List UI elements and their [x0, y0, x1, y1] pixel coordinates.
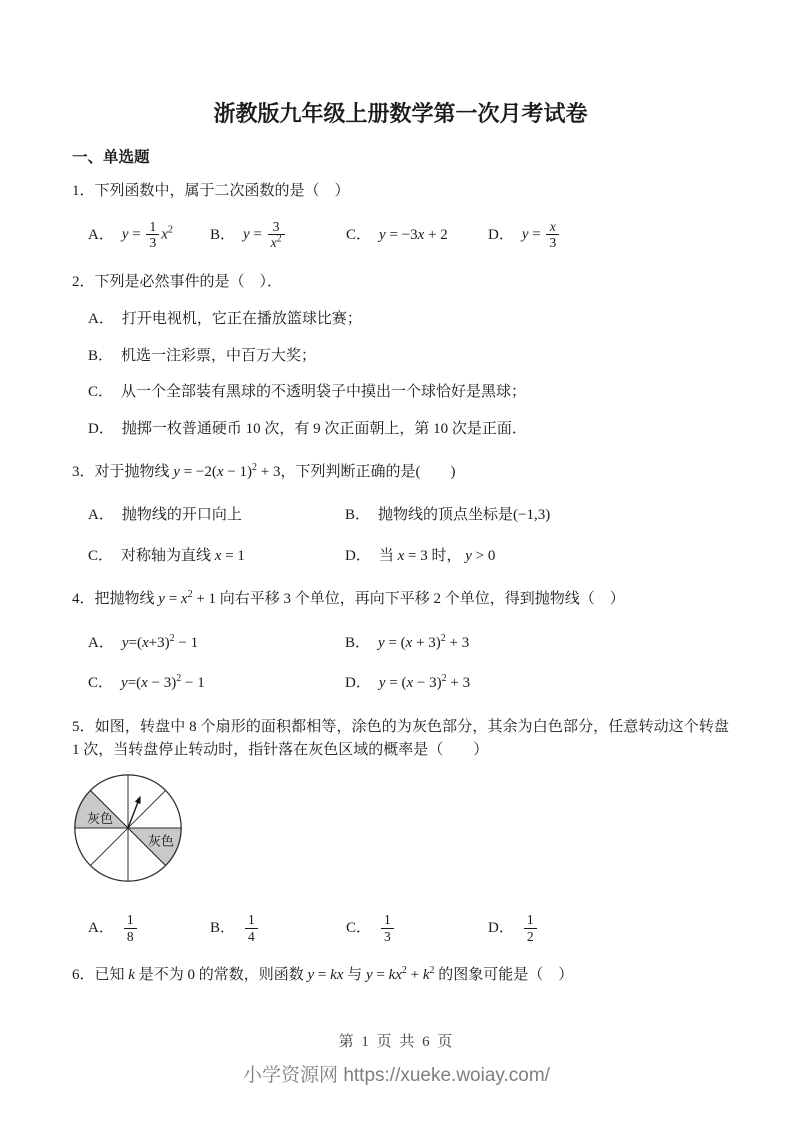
option-text: 抛物线的顶点坐标是(−1,3)	[378, 507, 551, 524]
option-text: 抛物线的开口向上	[121, 507, 242, 524]
question-3-options	[88, 504, 729, 567]
option-a	[88, 219, 210, 251]
option-label: A．	[88, 311, 114, 327]
option-math: $y = (x - 3)^2 + 3$	[378, 673, 471, 691]
question-2-options	[88, 308, 729, 440]
question-2-stem: 2．下列是必然事件的是（ ）．	[72, 273, 283, 290]
option-label: C．	[88, 675, 114, 691]
question-6-stem: 6．已知 k 是不为 0 的常数，则函数 y = kx 与 $y = kx^2 + k^2$ 的图象可能是（ ）	[72, 965, 574, 983]
option-a	[88, 632, 345, 655]
option-math: $\frac{1}{3}$	[379, 912, 396, 944]
option-text: 打开电视机，它正在播放篮球比赛；	[121, 311, 362, 327]
option-text: 抛掷一枚普通硬币 10 次，有 9 次正面朝上，第 10 次是正面．	[121, 420, 527, 437]
question-5-options	[88, 905, 729, 951]
question-4-options	[88, 632, 729, 695]
option-a	[88, 504, 345, 527]
option-a	[88, 308, 729, 331]
option-math: $y=(x - 3)^2 - 1$	[121, 673, 205, 691]
option-label: C．	[88, 384, 114, 400]
option-b	[345, 504, 729, 527]
option-label: D．	[488, 226, 514, 243]
option-b	[210, 912, 346, 944]
option-c	[88, 381, 729, 404]
option-math: y = $\frac{1}{3}$ $x^2$	[121, 218, 173, 251]
option-math: $\frac{1}{2}$	[522, 912, 539, 944]
question-5	[72, 716, 729, 952]
option-d	[345, 672, 729, 695]
option-label: D．	[488, 919, 514, 936]
option-math: $y = (x + 3)^2 + 3$	[378, 632, 470, 651]
option-text: 机选一注彩票，中百万大奖；	[121, 347, 317, 364]
gray-sector-label-left: 灰色	[86, 811, 113, 827]
option-label: A．	[88, 634, 114, 651]
question-4-stem: 4．把抛物线 $y = x^2 + 1$ 向右平移 3 个单位，再向下平移 2 个单位，得到抛物线（ ）	[72, 589, 625, 608]
question-2	[72, 271, 729, 440]
page-number: 第 1 页 共 6 页	[338, 1034, 455, 1050]
option-text: 从一个全部装有黑球的不透明袋子中摸出一个球恰好是黑球；	[121, 384, 527, 400]
option-math: y = $\frac{x}{3}$	[522, 219, 561, 251]
option-b	[345, 632, 729, 655]
option-label: A．	[88, 507, 114, 524]
spinner-arrow	[128, 803, 138, 828]
question-5-figure	[70, 770, 729, 891]
option-label: B．	[88, 347, 114, 364]
option-math: y = $\frac{3}{x^2}$	[243, 219, 287, 251]
option-text: 对称轴为直线 x = 1	[121, 547, 245, 564]
gray-sector-label-right: 灰色	[147, 833, 174, 849]
option-label: A．	[88, 919, 114, 936]
option-c	[346, 224, 488, 247]
option-label: C．	[346, 919, 372, 936]
option-c	[88, 672, 345, 695]
option-a	[88, 912, 210, 944]
question-6	[72, 964, 729, 987]
option-math: $\frac{1}{8}$	[122, 912, 139, 944]
option-label: B．	[210, 919, 236, 936]
option-label: C．	[346, 226, 372, 243]
question-1-stem: 1．下列函数中，属于二次函数的是（ ）	[72, 182, 350, 199]
option-label: B．	[345, 507, 371, 524]
question-3-stem: 3．对于抛物线 $y = -2(x - 1)^2 + 3$，下列判断正确的是( )	[72, 462, 456, 480]
option-math: y = −3x + 2	[379, 226, 448, 243]
question-5-stem: 5．如图，转盘中 8 个扇形的面积都相等，涂色的为灰色部分，其余为白色部分，任意转动这个转盘 1 次，当转盘停止转动时，指针落在灰色区域的概率是（ ）	[72, 718, 729, 758]
question-4	[72, 588, 729, 694]
question-3	[72, 461, 729, 567]
section-heading: 一、单选题	[72, 148, 150, 166]
option-b	[88, 345, 729, 368]
page-title: 浙教版九年级上册数学第一次月考试卷	[213, 101, 588, 126]
option-math: $y=(x+3)^2 - 1$	[121, 632, 199, 651]
option-d	[488, 219, 729, 251]
option-label: D．	[88, 420, 114, 437]
option-d	[345, 545, 729, 568]
site-watermark: 小学资源网 https://xueke.woiay.com/	[243, 1065, 550, 1086]
option-b	[210, 219, 346, 251]
question-1	[72, 180, 729, 258]
option-d	[88, 418, 729, 441]
option-label: D．	[345, 675, 371, 691]
spinner-arrowhead-icon	[135, 796, 141, 805]
option-c	[346, 912, 488, 944]
question-1-options	[88, 212, 729, 258]
option-label: B．	[210, 226, 236, 243]
option-text: 当 x = 3 时， y > 0	[378, 547, 496, 564]
option-label: D．	[345, 547, 371, 564]
option-math: $\frac{1}{4}$	[243, 912, 260, 944]
option-label: C．	[88, 547, 114, 564]
option-d	[488, 912, 729, 944]
option-c	[88, 545, 345, 568]
option-label: B．	[345, 634, 371, 651]
option-label: A．	[88, 226, 114, 243]
spinner-figure	[70, 770, 186, 886]
